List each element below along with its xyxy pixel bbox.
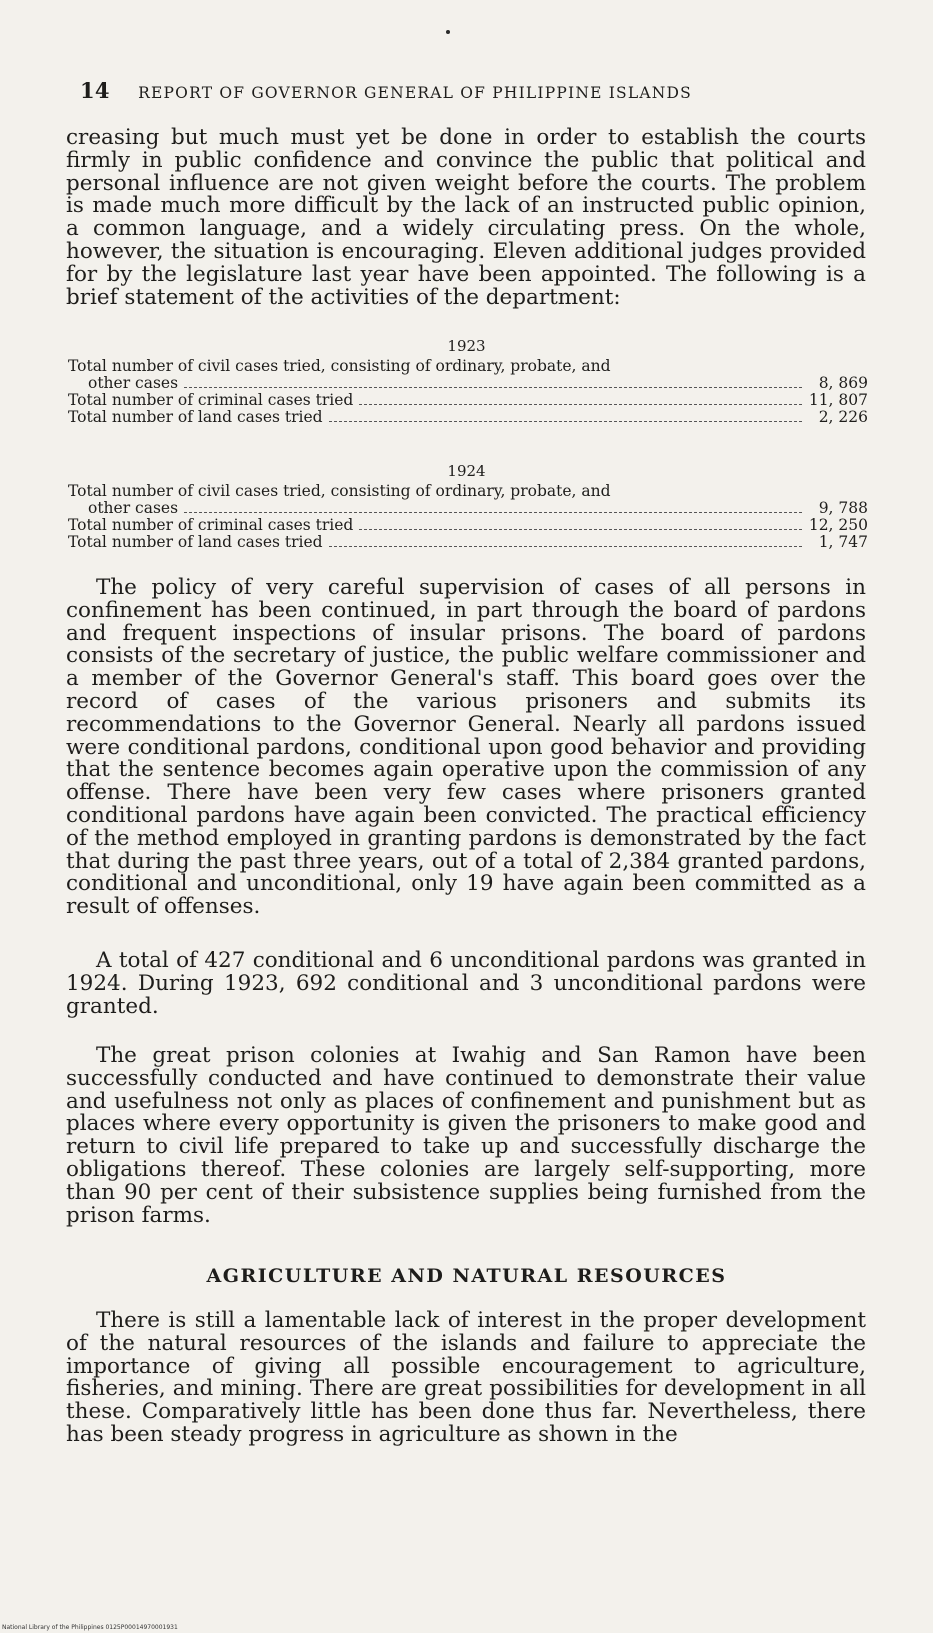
leader-dots xyxy=(184,387,802,388)
stat-label: Total number of civil cases tried, consisting of ordinary, probate, and xyxy=(68,482,611,500)
leader-dots xyxy=(359,404,802,405)
leader-dots xyxy=(359,529,802,530)
stat-label: other cases xyxy=(88,374,179,392)
stat-row-criminal xyxy=(68,392,868,409)
stats-table-1924 xyxy=(68,483,868,551)
year-label-1924: 1924 xyxy=(447,462,486,480)
page-header xyxy=(80,78,840,103)
paragraph-prison-colonies: The great prison colonies at Iwahig and San Ramon have been successfully conducted and have continued to demonstrate their value and usefulness not only as places of confinement and punishment but as places where every opportunity is given the prisoners to make good and return to civil life prepared to take up and successfully discharge the obligations thereof. These colonies are largely self-supporting, more than 90 per cent of their subsistence supplies being furnished from the prison farms. xyxy=(66,1043,866,1228)
stat-row-criminal xyxy=(68,517,868,534)
leader-dots xyxy=(329,421,802,422)
stat-value: 1, 747 xyxy=(818,533,868,551)
paragraph-courts: creasing but much must yet be done in order to establish the courts firmly in public confidence and convince the public that political and personal influence are not given weight before the courts. The problem is made much more difficult by the lack of an instructed public opinion, a common language, and a widely circulating press. On the whole, however, the situation is encouraging. Eleven additional judges provided for by the legislature last year have been appointed. The following is a brief statement of the activities of the department: xyxy=(66,125,866,310)
paragraph-pardon-totals: A total of 427 conditional and 6 unconditional pardons was granted in 1924. During 1923, 692 conditional and 3 unconditional pardons were granted. xyxy=(66,948,866,1019)
stat-label: Total number of criminal cases tried xyxy=(68,391,354,409)
stat-label: other cases xyxy=(88,499,179,517)
year-label-1923: 1923 xyxy=(447,337,486,355)
page-number: 14 xyxy=(80,78,110,103)
leader-dots xyxy=(329,546,802,547)
scan-footer: National Library of the Philippines 0125P00014970001931 xyxy=(2,1624,178,1631)
stat-label: Total number of land cases tried xyxy=(68,408,323,426)
running-title: REPORT OF GOVERNOR GENERAL OF PHILIPPINE ISLANDS xyxy=(138,84,692,102)
stat-label: Total number of criminal cases tried xyxy=(68,516,354,534)
section-heading: AGRICULTURE AND NATURAL RESOURCES xyxy=(206,1265,727,1287)
stat-value: 11, 807 xyxy=(808,391,868,409)
stats-table-1923 xyxy=(68,358,868,426)
stat-row-civil xyxy=(68,358,868,375)
stat-value: 12, 250 xyxy=(808,516,868,534)
scan-speck xyxy=(446,30,450,34)
stat-value: 9, 788 xyxy=(818,499,868,517)
stat-label: Total number of land cases tried xyxy=(68,533,323,551)
stat-label: Total number of civil cases tried, consisting of ordinary, probate, and xyxy=(68,357,611,375)
stat-value: 8, 869 xyxy=(818,374,868,392)
leader-dots xyxy=(184,512,802,513)
stat-row-land xyxy=(68,534,868,551)
paragraph-agriculture: There is still a lamentable lack of interest in the proper development of the natural resources of the islands and failure to appreciate the importance of giving all possible encouragement to agriculture, fisheries, and mining. There are great possibilities for development in all these. Comparatively little has been done thus far. Nevertheless, there has been steady progress in agriculture as shown in the xyxy=(66,1308,866,1447)
stat-row-civil-cont xyxy=(68,500,868,517)
paragraph-pardons: The policy of very careful supervision of cases of all persons in confinement has been continued, in part through the board of pardons and frequent inspections of insular prisons. The board of pardons consists of the secretary of justice, the public welfare commissioner and a member of the Governor General's staff. This board goes over the record of cases of the various prisoners and submits its recommendations to the Governor General. Nearly all pardons issued were conditional pardons, conditional upon good behavior and providing that the sentence becomes again operative upon the commission of any offense. There have been very few cases where prisoners granted conditional pardons have again been convicted. The practical efficiency of the method employed in granting pardons is demonstrated by the fact that during the past three years, out of a total of 2,384 granted pardons, conditional and unconditional, only 19 have again been committed as a result of offenses. xyxy=(66,575,866,920)
stat-row-civil xyxy=(68,483,868,500)
stat-row-land xyxy=(68,409,868,426)
stat-row-civil-cont xyxy=(68,375,868,392)
stat-value: 2, 226 xyxy=(818,408,868,426)
